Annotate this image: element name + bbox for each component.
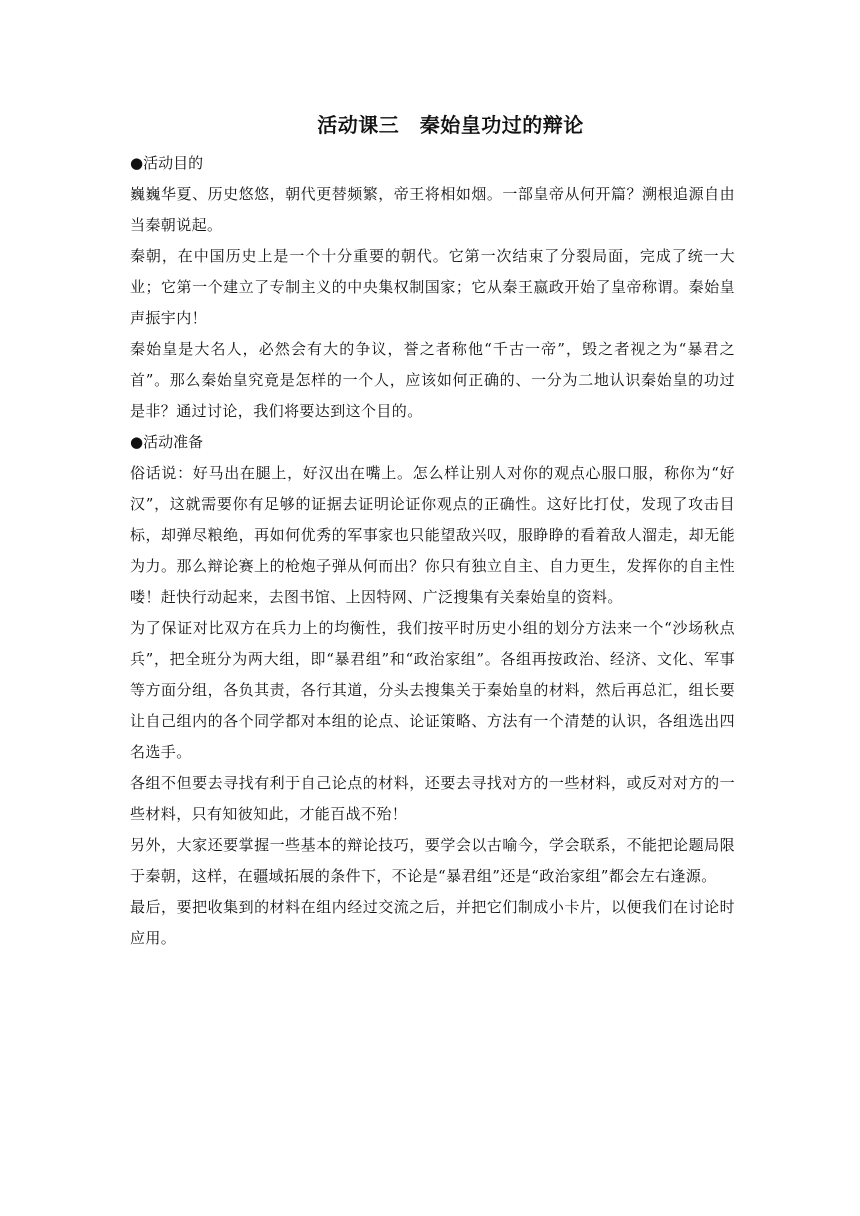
- paragraph: 另外，大家还要掌握一些基本的辩论技巧，要学会以古喻今，学会联系，不能把论题局限于秦朝，这样，在疆域拓展的条件下，不论是“暴君组”还是“政治家组”都会左右逢源。: [130, 836, 735, 885]
- paragraph: 最后，要把收集到的材料在组内经过交流之后，并把它们制成小卡片，以便我们在讨论时应用。: [130, 898, 735, 947]
- paragraph: 为了保证对比双方在兵力上的均衡性，我们按平时历史小组的划分方法来一个“沙场秋点兵”，把全班分为两大组，即“暴君组”和“政治家组”。各组再按政治、经济、文化、军事等方面分组，各负其责，各行其道，分头去搜集关于秦始皇的材料，然后再总汇，组长要让自己组内的各个同学都对本组的论点、论证策略、方法有一个清楚的认识，各组选出四名选手。: [130, 619, 735, 761]
- section-activity-purpose: [130, 148, 735, 427]
- paragraph: 秦始皇是大名人，必然会有大的争议，誉之者称他“千古一帝”，毁之者视之为“暴君之首”。那么秦始皇究竟是怎样的一个人，应该如何正确的、一分为二地认识秦始皇的功过是非？通过讨论，我们将要达到这个目的。: [130, 340, 735, 420]
- paragraph: 各组不但要去寻找有利于自己论点的材料，还要去寻找对方的一些材料，或反对对方的一些材料，只有知彼知此，才能百战不殆！: [130, 774, 735, 823]
- paragraph: 巍巍华夏、历史悠悠，朝代更替频繁，帝王将相如烟。一部皇帝从何开篇？溯根追源自由当秦朝说起。: [130, 185, 735, 234]
- document-page: [130, 108, 735, 954]
- paragraph: 俗话说：好马出在腿上，好汉出在嘴上。怎么样让别人对你的观点心服口服，称你为“好汉”，这就需要你有足够的证据去证明论证你观点的正确性。这好比打仗，发现了攻击目标，却弹尽粮绝，再如何优秀的军事家也只能望敌兴叹，服睁睁的看着敌人溜走，却无能为力。那么辩论赛上的枪炮子弹从何而出？你只有独立自主、自力更生，发挥你的自主性喽！赶快行动起来，去图书馆、上因特网、广泛搜集有关秦始皇的资料。: [130, 464, 735, 606]
- section-activity-preparation: [130, 427, 735, 954]
- section-heading: ●活动准备: [130, 433, 204, 451]
- paragraph: 秦朝，在中国历史上是一个十分重要的朝代。它第一次结束了分裂局面，完成了统一大业；它第一个建立了专制主义的中央集权制国家；它从秦王嬴政开始了皇帝称谓。秦始皇声振宇内！: [130, 247, 735, 327]
- document-title: 活动课三 秦始皇功过的辩论: [317, 113, 584, 137]
- section-heading: ●活动目的: [130, 154, 204, 172]
